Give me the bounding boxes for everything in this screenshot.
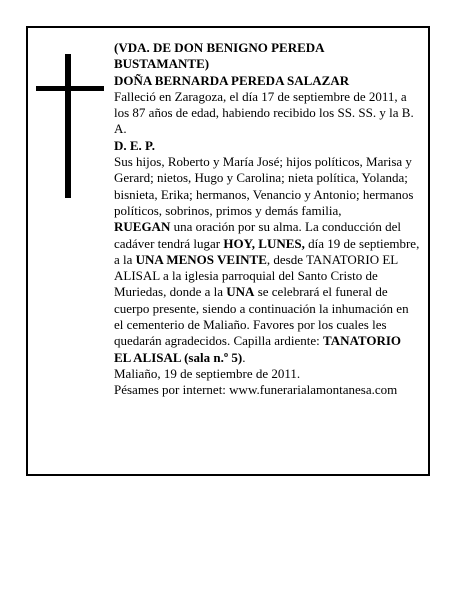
deceased-name: DOÑA BERNARDA PEREDA SALAZAR — [114, 72, 350, 88]
family-list: Sus hijos, Roberto y María José; hijos políticos, Marisa y Gerard; nietos, Hugo y Carolina; nieta política, Yolanda; bisnieta, Erika; hermanos, Venancio y Antonio; hermanos políticos, sobrinos, primos y demás familia, — [114, 154, 414, 218]
date-line: Maliaño, 19 de septiembre de 2011. — [114, 365, 301, 381]
widow-line: (VDA. DE DON BENIGNO PEREDA BUSTAMANTE) — [114, 40, 324, 72]
cross-icon — [36, 54, 104, 198]
death-info: Falleció en Zaragoza, el día 17 de septiembre de 2011, a los 87 años de edad, habiendo recibido los SS. SS. y la B. A. — [114, 88, 414, 137]
rip-line: D. E. P. — [114, 137, 156, 153]
obituary-text — [114, 40, 420, 399]
condolences-line: Pésames por internet: www.funerarialamontanesa.com — [114, 382, 398, 398]
funeral-request: RUEGAN una oración por su alma. La conducción del cadáver tendrá lugar HOY, LUNES, día 19 de septiembre, a la UNA MENOS VEINTE, desde TANATORIO EL ALISAL a la iglesia parroquial del Santo Cristo de Muriedas, donde a la UNA se celebrará el funeral de cuerpo presente, siendo a continuación la inhumación en el cementerio de Maliaño. Favores por los cuales les quedarán agradecidos. Capilla ardiente: TANATORIO EL ALISAL (sala n.º 5). — [114, 219, 420, 365]
